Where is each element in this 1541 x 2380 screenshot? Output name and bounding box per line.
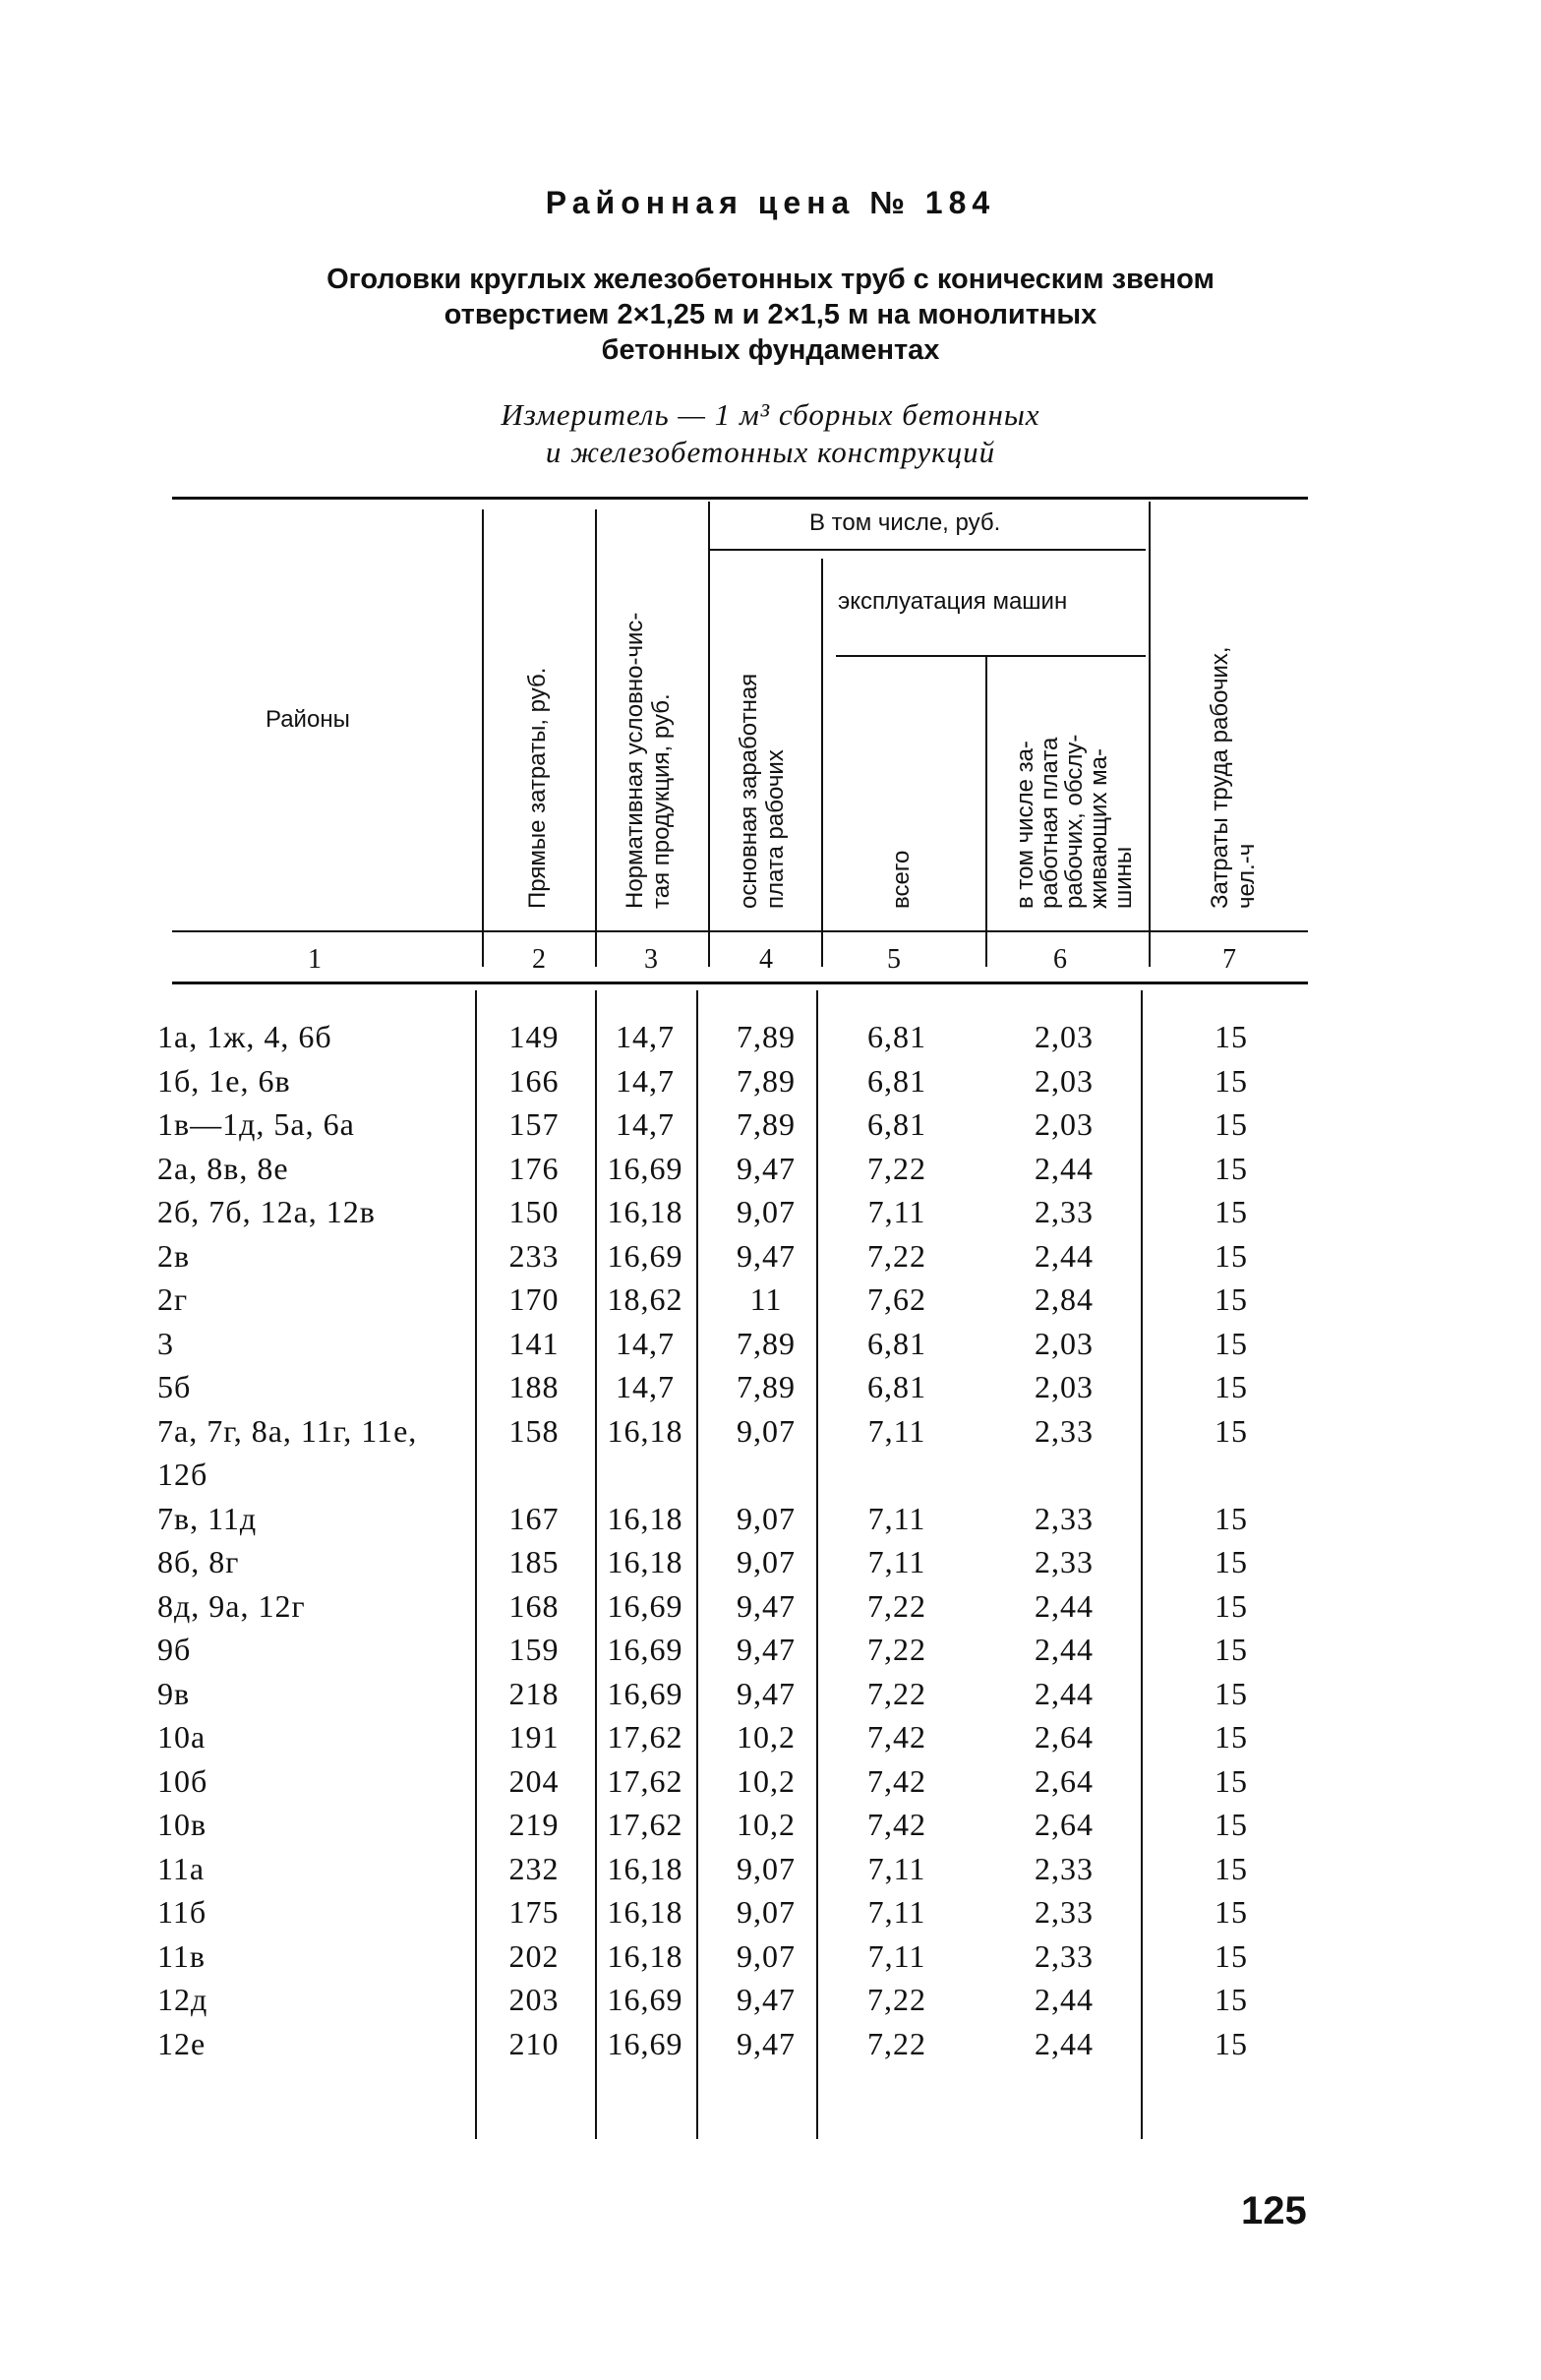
value-cell-c3: 16,18 <box>607 1850 683 1886</box>
table-top-rule <box>172 497 1308 500</box>
value-cell-c6: 2,44 <box>1035 1632 1094 1667</box>
value-cell-c4: 9,47 <box>737 2025 796 2061</box>
region-cell: 2а, 8в, 8е <box>157 1150 289 1186</box>
value-cell-c7: 15 <box>1215 1544 1248 1579</box>
header-incl-wage-line-3: рабочих, обслу- <box>1061 734 1088 909</box>
column-number-2: 2 <box>532 944 546 975</box>
value-cell-c7: 15 <box>1215 1369 1248 1404</box>
region-cell: 3 <box>157 1325 174 1361</box>
table-subtitle <box>0 262 1541 368</box>
value-cell-c3: 17,62 <box>607 1762 683 1799</box>
value-cell-c2: 233 <box>508 1237 560 1274</box>
region-cell: 12е <box>157 2025 207 2061</box>
value-cell-c4: 7,89 <box>737 1062 796 1099</box>
value-cell-c7: 15 <box>1215 1675 1248 1711</box>
value-cell-c3: 16,18 <box>607 1412 683 1449</box>
value-cell-c5: 7,42 <box>867 1762 926 1799</box>
region-cell: 11в <box>157 1937 206 1974</box>
value-cell-c4: 10,2 <box>737 1807 796 1842</box>
value-cell-c2: 170 <box>508 1281 560 1317</box>
region-cell: 7а, 7г, 8а, 11г, 11е, <box>157 1412 418 1449</box>
region-cell: 1в—1д, 5а, 6а <box>157 1106 355 1142</box>
value-cell-c4: 9,07 <box>737 1500 796 1536</box>
region-cell: 9в <box>157 1675 191 1711</box>
value-cell-c7: 15 <box>1215 1894 1248 1930</box>
value-cell-c5: 6,81 <box>867 1062 926 1099</box>
value-cell-c6: 2,64 <box>1035 1807 1094 1842</box>
value-cell-c6: 2,03 <box>1035 1019 1094 1054</box>
region-cell: 8д, 9а, 12г <box>157 1587 306 1624</box>
region-cell: 10а <box>157 1719 207 1755</box>
value-cell-c6: 2,03 <box>1035 1369 1094 1404</box>
header-total: всего <box>888 850 915 909</box>
column-number-4: 4 <box>759 944 773 975</box>
value-cell-c2: 218 <box>508 1675 560 1711</box>
value-cell-c2: 191 <box>508 1719 560 1755</box>
value-cell-c7: 15 <box>1215 2025 1248 2061</box>
value-cell-c5: 7,22 <box>867 1237 926 1274</box>
region-cell: 10в <box>157 1807 207 1842</box>
value-cell-c3: 14,7 <box>616 1325 675 1361</box>
value-cell-c7: 15 <box>1215 1412 1248 1449</box>
value-cell-c7: 15 <box>1215 1150 1248 1186</box>
value-cell-c4: 9,47 <box>737 1587 796 1624</box>
value-cell-c5: 7,42 <box>867 1719 926 1755</box>
header-incl-wage-line-2: работная плата <box>1037 737 1063 909</box>
header-wage-line-1: основная заработная <box>736 673 762 909</box>
value-cell-c7: 15 <box>1215 1937 1248 1974</box>
column-number-5: 5 <box>887 944 901 975</box>
column-number-3: 3 <box>644 944 658 975</box>
value-cell-c6: 2,03 <box>1035 1106 1094 1142</box>
value-cell-c5: 7,22 <box>867 1587 926 1624</box>
vrule-2 <box>595 509 597 967</box>
value-cell-c6: 2,44 <box>1035 1587 1094 1624</box>
value-cell-c7: 15 <box>1215 1194 1248 1229</box>
value-cell-c7: 15 <box>1215 1281 1248 1317</box>
region-cell: 7в, 11д <box>157 1500 258 1536</box>
region-cell: 11б <box>157 1894 207 1930</box>
value-cell-c4: 7,89 <box>737 1106 796 1142</box>
value-cell-c5: 6,81 <box>867 1019 926 1054</box>
meter-line-1: Измеритель — 1 м³ сборных бетонных <box>501 397 1040 432</box>
value-cell-c6: 2,33 <box>1035 1194 1094 1229</box>
value-cell-c5: 7,11 <box>867 1412 926 1449</box>
value-cell-c5: 7,22 <box>867 1675 926 1711</box>
value-cell-c2: 210 <box>508 2025 560 2061</box>
value-cell-c5: 7,22 <box>867 2025 926 2061</box>
value-cell-c5: 7,22 <box>867 1632 926 1667</box>
value-cell-c3: 14,7 <box>616 1019 675 1054</box>
header-regions: Районы <box>266 706 350 733</box>
value-cell-c6: 2,33 <box>1035 1412 1094 1449</box>
region-cell: 2б, 7б, 12а, 12в <box>157 1194 376 1229</box>
value-cell-c4: 7,89 <box>737 1369 796 1404</box>
machines-rule <box>836 655 1146 657</box>
value-cell-c7: 15 <box>1215 1062 1248 1099</box>
value-cell-c6: 2,33 <box>1035 1850 1094 1886</box>
value-cell-c6: 2,33 <box>1035 1894 1094 1930</box>
value-cell-c3: 14,7 <box>616 1369 675 1404</box>
body-vrule-5 <box>1141 990 1143 2139</box>
value-cell-c2: 232 <box>508 1850 560 1886</box>
header-incl-wage <box>1013 735 1136 909</box>
value-cell-c3: 16,69 <box>607 1237 683 1274</box>
value-cell-c4: 9,47 <box>737 1982 796 2017</box>
value-cell-c6: 2,33 <box>1035 1544 1094 1579</box>
value-cell-c7: 15 <box>1215 1325 1248 1361</box>
header-wage <box>736 674 789 909</box>
value-cell-c3: 16,18 <box>607 1500 683 1536</box>
value-cell-c2: 141 <box>508 1325 560 1361</box>
value-cell-c4: 9,07 <box>737 1937 796 1974</box>
value-cell-c2: 159 <box>508 1632 560 1667</box>
value-cell-c4: 7,89 <box>737 1325 796 1361</box>
subtitle-line-1: Оголовки круглых железобетонных труб с коническим звеном <box>326 264 1215 295</box>
value-cell-c7: 15 <box>1215 1237 1248 1274</box>
value-cell-c2: 166 <box>508 1062 560 1099</box>
value-cell-c7: 15 <box>1215 1807 1248 1842</box>
region-cell-continued: 12б <box>157 1457 208 1492</box>
value-cell-c6: 2,44 <box>1035 1982 1094 2017</box>
subtitle-line-2: отверстием 2×1,25 м и 2×1,5 м на монолитных <box>444 299 1097 330</box>
region-cell: 12д <box>157 1982 208 2017</box>
region-cell: 10б <box>157 1762 208 1799</box>
value-cell-c2: 167 <box>508 1500 560 1536</box>
header-labor-line-2: чел.-ч <box>1233 843 1260 909</box>
value-cell-c7: 15 <box>1215 1850 1248 1886</box>
meter-line-2: и железобетонных конструкций <box>545 435 996 469</box>
value-cell-c6: 2,64 <box>1035 1719 1094 1755</box>
value-cell-c7: 15 <box>1215 1587 1248 1624</box>
value-cell-c6: 2,44 <box>1035 1237 1094 1274</box>
value-cell-c5: 6,81 <box>867 1106 926 1142</box>
value-cell-c6: 2,03 <box>1035 1062 1094 1099</box>
value-cell-c6: 2,33 <box>1035 1937 1094 1974</box>
value-cell-c7: 15 <box>1215 1500 1248 1536</box>
vrule-5 <box>985 657 987 967</box>
value-cell-c5: 7,11 <box>867 1937 926 1974</box>
value-cell-c5: 7,11 <box>867 1544 926 1579</box>
value-cell-c6: 2,33 <box>1035 1500 1094 1536</box>
value-cell-c3: 16,69 <box>607 2025 683 2061</box>
value-cell-c2: 157 <box>508 1106 560 1142</box>
region-cell: 8б, 8г <box>157 1544 240 1579</box>
value-cell-c4: 9,07 <box>737 1544 796 1579</box>
value-cell-c4: 9,47 <box>737 1237 796 1274</box>
value-cell-c4: 9,07 <box>737 1850 796 1886</box>
value-cell-c7: 15 <box>1215 1982 1248 2017</box>
region-cell: 2в <box>157 1237 191 1274</box>
value-cell-c2: 188 <box>508 1369 560 1404</box>
value-cell-c3: 16,69 <box>607 1632 683 1667</box>
value-cell-c4: 10,2 <box>737 1719 796 1755</box>
value-cell-c6: 2,84 <box>1035 1281 1094 1317</box>
header-bottom-rule <box>172 930 1308 932</box>
value-cell-c5: 7,11 <box>867 1500 926 1536</box>
value-cell-c3: 16,69 <box>607 1587 683 1624</box>
value-cell-c7: 15 <box>1215 1632 1248 1667</box>
value-cell-c3: 14,7 <box>616 1106 675 1142</box>
value-cell-c3: 16,69 <box>607 1982 683 2017</box>
region-cell: 9б <box>157 1632 192 1667</box>
value-cell-c4: 10,2 <box>737 1762 796 1799</box>
value-cell-c3: 14,7 <box>616 1062 675 1099</box>
value-cell-c3: 16,18 <box>607 1937 683 1974</box>
value-cell-c6: 2,03 <box>1035 1325 1094 1361</box>
value-cell-c4: 9,47 <box>737 1675 796 1711</box>
region-cell: 5б <box>157 1369 192 1404</box>
value-cell-c3: 16,69 <box>607 1675 683 1711</box>
value-cell-c4: 9,07 <box>737 1412 796 1449</box>
value-cell-c4: 9,47 <box>737 1632 796 1667</box>
value-cell-c5: 7,22 <box>867 1150 926 1186</box>
value-cell-c5: 7,11 <box>867 1194 926 1229</box>
value-cell-c3: 18,62 <box>607 1281 683 1317</box>
column-number-1: 1 <box>308 944 322 975</box>
value-cell-c5: 7,42 <box>867 1807 926 1842</box>
column-number-7: 7 <box>1222 944 1236 975</box>
value-cell-c5: 6,81 <box>867 1325 926 1361</box>
vrule-4 <box>821 559 823 967</box>
value-cell-c6: 2,44 <box>1035 1150 1094 1186</box>
value-cell-c6: 2,64 <box>1035 1762 1094 1799</box>
value-cell-c7: 15 <box>1215 1762 1248 1799</box>
unit-of-measure <box>0 396 1541 471</box>
value-cell-c4: 9,47 <box>737 1150 796 1186</box>
value-cell-c3: 17,62 <box>607 1807 683 1842</box>
value-cell-c2: 149 <box>508 1019 560 1054</box>
value-cell-c2: 176 <box>508 1150 560 1186</box>
value-cell-c2: 168 <box>508 1587 560 1624</box>
value-cell-c2: 203 <box>508 1982 560 2017</box>
value-cell-c2: 202 <box>508 1937 560 1974</box>
value-cell-c3: 17,62 <box>607 1719 683 1755</box>
vrule-1 <box>482 509 484 967</box>
value-cell-c3: 16,18 <box>607 1194 683 1229</box>
value-cell-c2: 219 <box>508 1807 560 1842</box>
colnum-bottom-rule <box>172 982 1308 984</box>
subtitle-line-3: бетонных фундаментах <box>601 334 940 366</box>
value-cell-c5: 7,11 <box>867 1850 926 1886</box>
header-incl-wage-line-5: шины <box>1110 846 1137 909</box>
header-normative-line-1: Нормативная условно-чис- <box>622 612 648 909</box>
value-cell-c2: 185 <box>508 1544 560 1579</box>
value-cell-c4: 9,07 <box>737 1894 796 1930</box>
value-cell-c2: 150 <box>508 1194 560 1229</box>
region-cell: 11а <box>157 1850 206 1886</box>
header-incl-wage-line-4: живающих ма- <box>1086 748 1112 909</box>
header-labor <box>1207 646 1260 909</box>
header-labor-line-1: Затраты труда рабочих, <box>1207 646 1233 909</box>
value-cell-c7: 15 <box>1215 1019 1248 1054</box>
region-cell: 1а, 1ж, 4, 6б <box>157 1019 332 1054</box>
value-cell-c5: 7,62 <box>867 1281 926 1317</box>
page-title: Районная цена № 184 <box>545 185 996 220</box>
value-cell-c6: 2,44 <box>1035 2025 1094 2061</box>
value-cell-c6: 2,44 <box>1035 1675 1094 1711</box>
value-cell-c7: 15 <box>1215 1106 1248 1142</box>
page-number: 125 <box>1241 2189 1307 2232</box>
vrule-6 <box>1149 502 1151 967</box>
header-wage-line-2: плата рабочих <box>762 749 789 909</box>
region-cell: 2г <box>157 1281 189 1317</box>
header-machines: эксплуатация машин <box>838 588 1068 615</box>
including-rule <box>708 549 1146 551</box>
column-number-6: 6 <box>1053 944 1067 975</box>
value-cell-c3: 16,18 <box>607 1894 683 1930</box>
header-including: В том числе, руб. <box>809 509 1001 536</box>
value-cell-c5: 7,11 <box>867 1894 926 1930</box>
value-cell-c7: 15 <box>1215 1719 1248 1755</box>
value-cell-c5: 7,22 <box>867 1982 926 2017</box>
value-cell-c3: 16,69 <box>607 1150 683 1186</box>
value-cell-c2: 175 <box>508 1894 560 1930</box>
value-cell-c4: 9,07 <box>737 1194 796 1229</box>
header-direct-costs: Прямые затраты, руб. <box>524 667 551 909</box>
vrule-3 <box>708 502 710 967</box>
value-cell-c5: 6,81 <box>867 1369 926 1404</box>
value-cell-c2: 158 <box>508 1412 560 1449</box>
value-cell-c3: 16,18 <box>607 1544 683 1579</box>
region-cell: 1б, 1е, 6в <box>157 1062 291 1099</box>
header-incl-wage-line-1: в том числе за- <box>1012 741 1038 909</box>
header-normative <box>622 613 675 909</box>
value-cell-c4: 11 <box>749 1281 783 1317</box>
header-normative-line-2: тая продукция, руб. <box>648 693 675 909</box>
value-cell-c2: 204 <box>508 1762 560 1799</box>
value-cell-c4: 7,89 <box>737 1019 796 1054</box>
